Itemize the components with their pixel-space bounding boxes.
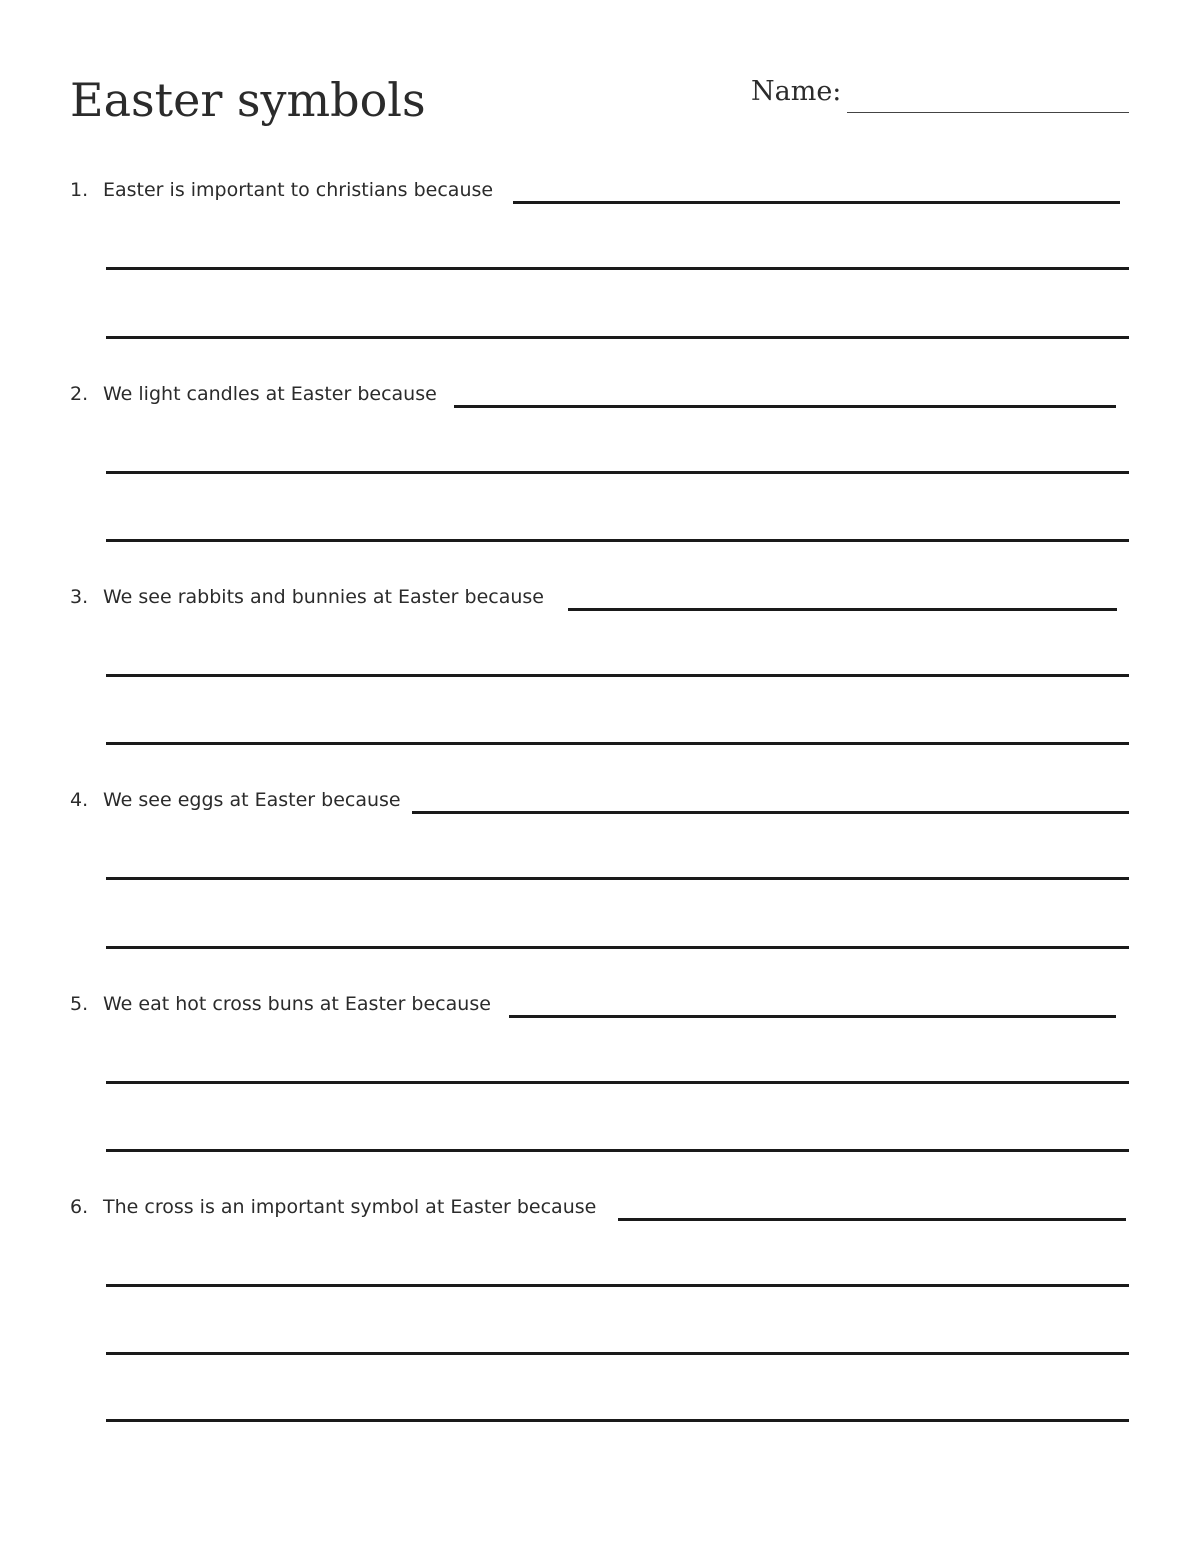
answer-line[interactable] [106, 471, 1129, 474]
question-number: 3. [70, 586, 89, 608]
answer-line[interactable] [106, 336, 1129, 339]
answer-line[interactable] [106, 1284, 1129, 1287]
answer-line[interactable] [106, 539, 1129, 542]
answer-line-inline[interactable] [568, 608, 1117, 611]
question-text: We see eggs at Easter because [103, 789, 401, 811]
question-number: 4. [70, 789, 89, 811]
question-text: We eat hot cross buns at Easter because [103, 993, 491, 1015]
answer-line-inline[interactable] [454, 405, 1116, 408]
answer-line[interactable] [106, 946, 1129, 949]
question-text: We see rabbits and bunnies at Easter because [103, 586, 544, 608]
answer-line[interactable] [106, 674, 1129, 677]
question-number: 5. [70, 993, 89, 1015]
answer-line[interactable] [106, 1419, 1129, 1422]
answer-line[interactable] [106, 267, 1129, 270]
question-number: 1. [70, 179, 89, 201]
answer-line-inline[interactable] [513, 201, 1120, 204]
answer-line[interactable] [106, 742, 1129, 745]
question-text: Easter is important to christians because [103, 179, 494, 201]
answer-line[interactable] [106, 1352, 1129, 1355]
answer-line[interactable] [106, 877, 1129, 880]
page-title: Easter symbols [70, 73, 426, 127]
question-text: The cross is an important symbol at Easter because [103, 1196, 597, 1218]
question-text: We light candles at Easter because [103, 383, 437, 405]
answer-line-inline[interactable] [618, 1218, 1126, 1221]
answer-line[interactable] [106, 1149, 1129, 1152]
answer-line[interactable] [106, 1081, 1129, 1084]
question-number: 6. [70, 1196, 89, 1218]
name-label: Name: [751, 76, 842, 107]
name-answer-line[interactable] [847, 112, 1129, 113]
answer-line-inline[interactable] [509, 1015, 1116, 1018]
question-number: 2. [70, 383, 89, 405]
answer-line-inline[interactable] [412, 811, 1129, 814]
